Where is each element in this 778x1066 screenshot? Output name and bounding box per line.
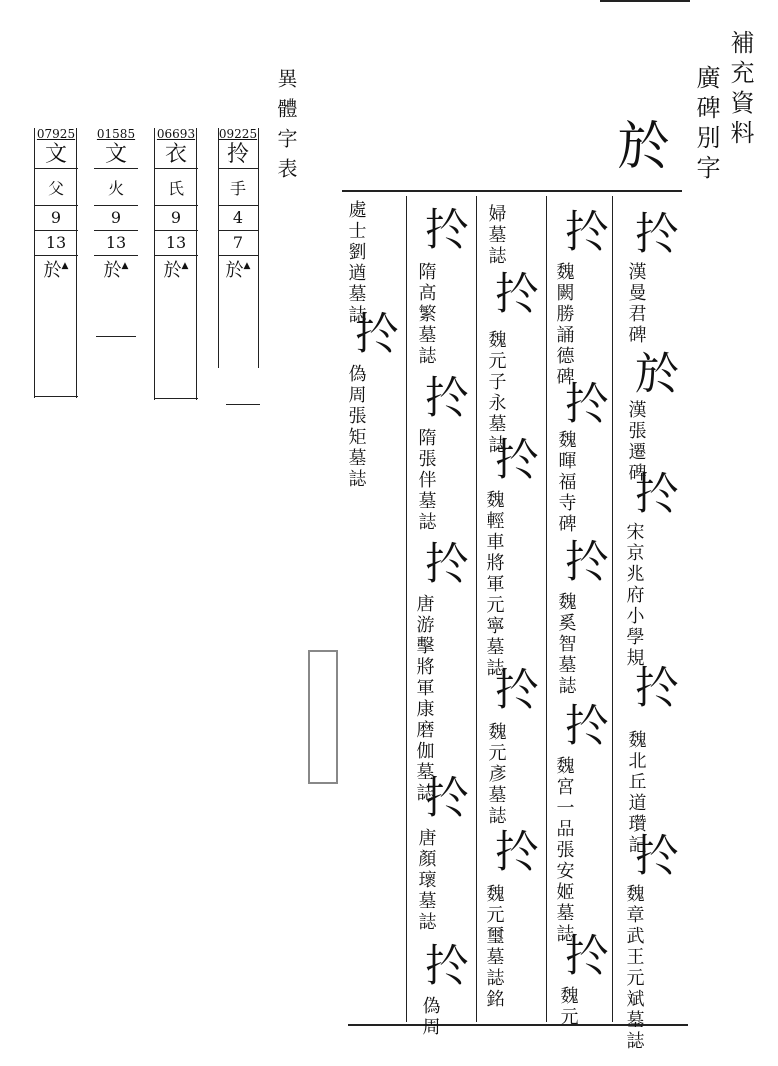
entry-glyph: 扵 <box>627 470 678 514</box>
count2: 13 <box>94 230 138 251</box>
count1: 4 <box>218 205 258 226</box>
entry-source <box>412 594 435 804</box>
entry-source <box>482 884 505 1024</box>
code-number: 07925 <box>36 127 76 141</box>
entry-source <box>556 986 579 1026</box>
variant-form: 於▲ <box>154 255 198 280</box>
table-column <box>218 128 258 280</box>
entry-source <box>484 204 507 274</box>
entry-source <box>622 884 645 1052</box>
count2: 13 <box>34 230 78 251</box>
entry-glyph: 扵 <box>487 828 538 872</box>
entry-source-text: 魏元 <box>557 986 579 1028</box>
col-rule-4 <box>406 196 407 1022</box>
entry-source-text: 魏暉福寺碑 <box>555 430 577 535</box>
count1: 9 <box>154 205 198 226</box>
entry-source-text: 魏章武王元斌墓誌 <box>623 884 645 1052</box>
entry-source <box>344 200 367 326</box>
radical: ⽂ <box>104 142 127 167</box>
entry-source <box>624 262 647 346</box>
entry-source-text: 婦墓誌 <box>485 204 507 267</box>
entry-glyph: 扵 <box>557 932 608 976</box>
table-column <box>34 128 78 280</box>
entry-glyph: 扵 <box>627 664 678 708</box>
entry-glyph: 扵 <box>487 666 538 710</box>
entry-source-text: 漢張遷碑 <box>625 400 647 484</box>
entry-glyph: 扵 <box>627 832 678 876</box>
entry-source-text: 魏奚智墓誌 <box>555 592 577 697</box>
entry-source-text: 偽周張矩墓誌 <box>345 364 367 490</box>
radical: 拎 <box>226 142 249 167</box>
entry-source <box>482 490 505 679</box>
entry-source <box>414 262 437 367</box>
variant-form: 於▲ <box>94 255 138 280</box>
variant-form: 於▲ <box>34 255 78 280</box>
entry-source-text: 唐顏瓌墓誌 <box>415 828 437 933</box>
entry-source-text: 唐游擊將軍康磨伽墓誌 <box>413 594 435 804</box>
code-number: 06693 <box>156 127 196 141</box>
book-title: 廣碑別字 <box>692 65 720 185</box>
code-number: 09225 <box>218 127 258 141</box>
entry-glyph: 扵 <box>557 538 608 582</box>
entry-source <box>554 430 577 535</box>
col-rule-2 <box>546 196 547 1022</box>
supplement-label: 補充資料 <box>726 30 754 150</box>
count2: 7 <box>218 230 258 251</box>
entry-source-text: 隋張伴墓誌 <box>415 428 437 533</box>
entry-source <box>622 522 645 669</box>
entry-glyph: 扵 <box>347 310 398 354</box>
top-edge-mark <box>600 0 690 2</box>
entry-source-text: 魏元璽墓誌銘 <box>483 884 505 1010</box>
entry-source <box>344 364 367 490</box>
entry-source-text: 隋高繁墓誌 <box>415 262 437 367</box>
entry-source-text: 偽周 <box>419 996 441 1038</box>
entry-source-text: 漢曼君碑 <box>625 262 647 346</box>
count2: 13 <box>154 230 198 251</box>
top-rule <box>342 190 682 192</box>
entry-source-text: 魏輕車將軍元寧墓誌 <box>483 490 505 679</box>
entry-glyph: 扵 <box>557 702 608 746</box>
component: 手 <box>218 168 258 197</box>
entry-glyph: 扵 <box>417 206 468 250</box>
entry-glyph: 扵 <box>557 380 608 424</box>
table-column <box>154 128 198 280</box>
entry-source-text: 魏元子永墓誌 <box>485 330 507 456</box>
entry-glyph: 扵 <box>417 774 468 818</box>
entry-source <box>418 996 441 1038</box>
entry-source <box>552 262 575 388</box>
variant-table <box>30 128 270 408</box>
radical: ⽂ <box>44 142 67 167</box>
entry-source-text: 魏北丘道瓚記 <box>625 730 647 856</box>
entry-source <box>624 730 647 856</box>
entry-glyph: 扵 <box>557 208 608 252</box>
table-column <box>94 128 138 280</box>
component: 氏 <box>154 168 198 197</box>
variant-form: 於▲ <box>218 255 258 280</box>
component: 父 <box>34 168 78 197</box>
entry-source <box>414 428 437 538</box>
entry-glyph: 於 <box>627 350 678 394</box>
entry-source-text: 處士劉遒墓誌 <box>345 200 367 326</box>
entry-source-text: 魏闕勝誦德碑 <box>553 262 575 388</box>
seal-stamp <box>308 650 338 784</box>
variant-table-title: 異體字表 <box>274 68 298 188</box>
entry-source-text: 魏元彥墓誌 <box>485 722 507 827</box>
col-rule-1 <box>612 196 613 1022</box>
headword: 於 <box>608 118 668 170</box>
entry-glyph: 扵 <box>417 540 468 584</box>
entry-glyph: 扵 <box>487 270 538 314</box>
entry-source <box>484 722 507 827</box>
entry-source <box>624 400 647 484</box>
radical: ⾐ <box>164 142 187 167</box>
entry-source <box>484 330 507 456</box>
entry-glyph: 扵 <box>417 374 468 418</box>
entry-source <box>414 828 437 938</box>
count1: 9 <box>94 205 138 226</box>
entry-source <box>552 756 575 945</box>
entry-glyph: 扵 <box>487 436 538 480</box>
col-rule-3 <box>476 196 477 1022</box>
component: 火 <box>94 168 138 197</box>
code-number: 01585 <box>96 127 136 141</box>
entry-glyph: 扵 <box>417 942 468 986</box>
entry-source <box>554 592 577 697</box>
entry-source-text: 宋京兆府小學規 <box>623 522 645 669</box>
entry-source-text: 魏宮一品張安姬墓誌 <box>553 756 575 945</box>
entry-glyph: 扵 <box>627 210 678 254</box>
count1: 9 <box>34 205 78 226</box>
